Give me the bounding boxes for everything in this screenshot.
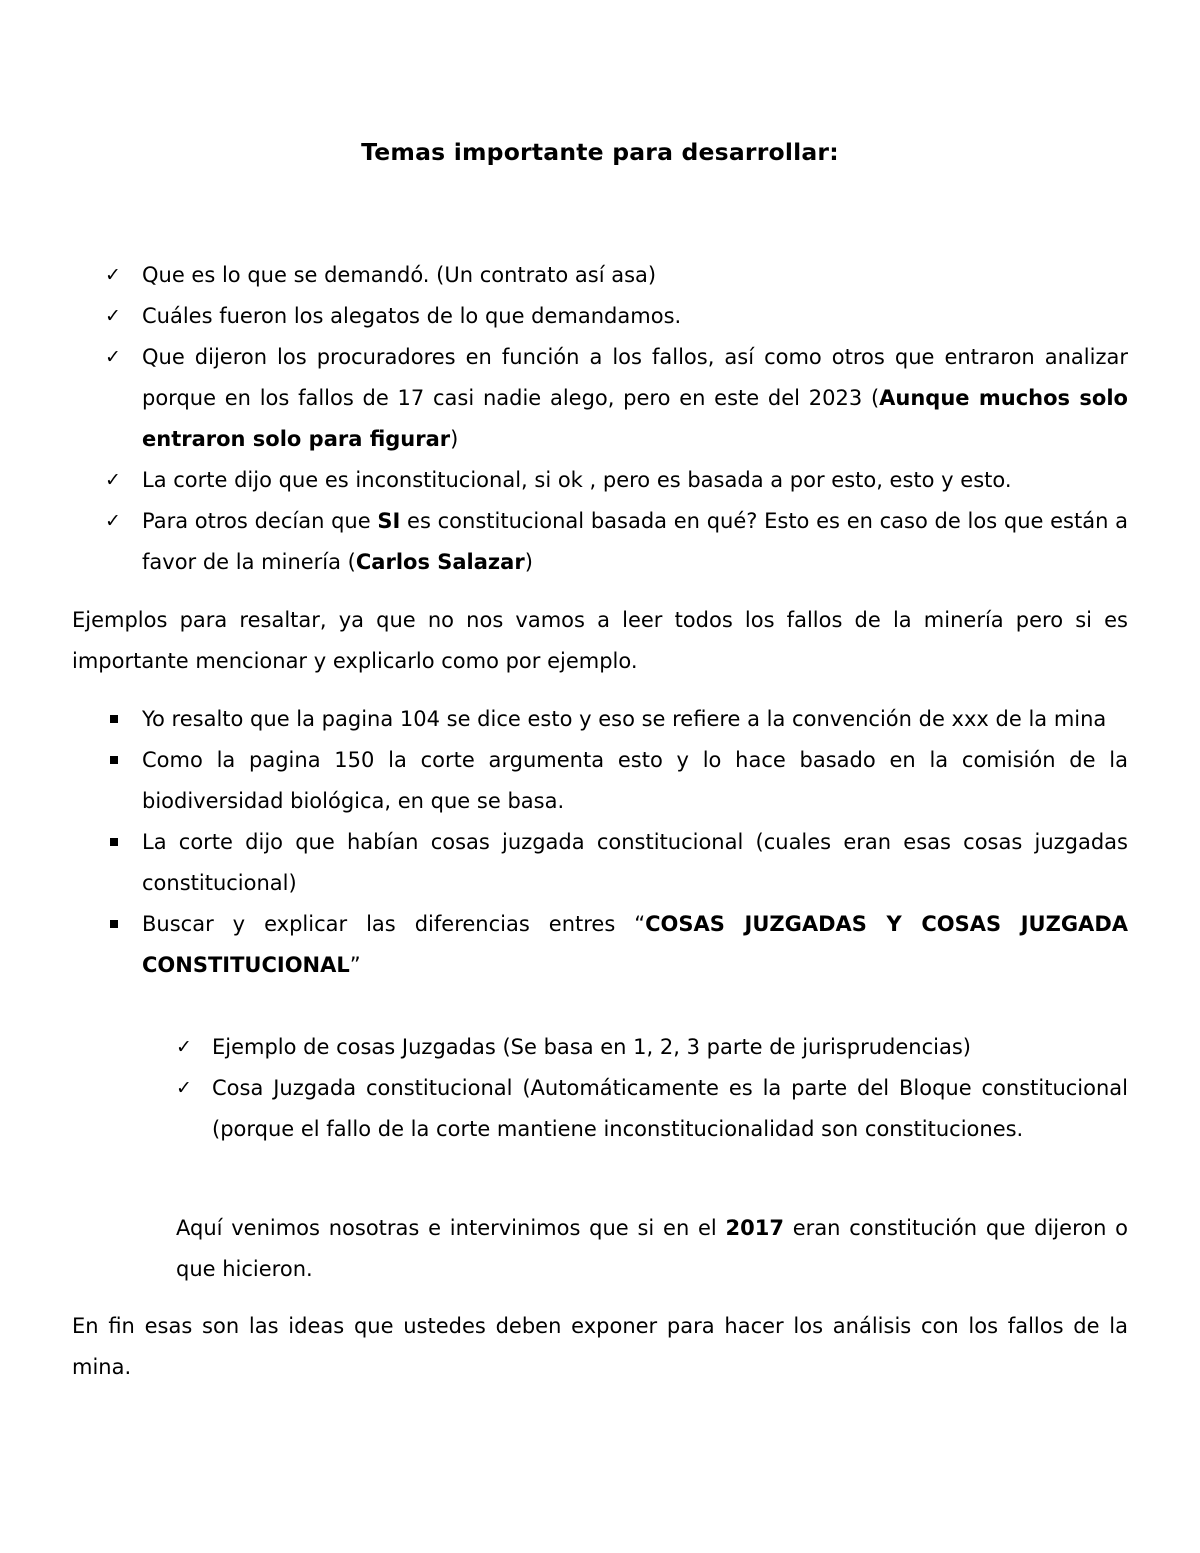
checklist-item [72, 460, 1128, 501]
checklist-item-text: Que dijeron los procuradores en función a los fallos, así como otros que entraron analizar porque en los fallos de 17 casi nadie alego, pero en este del 2023 ( [142, 345, 1128, 410]
topics-checklist [72, 255, 1128, 583]
examples-list [72, 699, 1128, 986]
intervention-paragraph [176, 1208, 1128, 1290]
checklist-item [72, 296, 1128, 337]
checkmark-icon: ✓ [105, 346, 121, 368]
sub-checklist-item [72, 1068, 1128, 1150]
list-item [72, 904, 1128, 986]
intervention-bold: 2017 [725, 1216, 784, 1240]
checklist-item-bold: SI [377, 509, 401, 533]
square-bullet-icon [110, 838, 118, 846]
checkmark-icon: ✓ [105, 264, 121, 286]
page-title: Temas importante para desarrollar: [361, 138, 839, 166]
checklist-item-text: Cuáles fueron los alegatos de lo que demandamos. [142, 304, 682, 328]
list-item-text: ” [349, 953, 361, 977]
sub-checklist-item [72, 1027, 1128, 1068]
checkmark-icon: ✓ [105, 469, 121, 491]
checklist-item [72, 337, 1128, 460]
checkmark-icon: ✓ [176, 1036, 192, 1058]
checklist-item-text: La corte dijo que es inconstitucional, si ok , pero es basada a por esto, esto y esto. [142, 468, 1012, 492]
checkmark-icon: ✓ [105, 510, 121, 532]
list-item-text: Como la pagina 150 la corte argumenta esto y lo hace basado en la comisión de la biodiversidad biológica, en que se basa. [142, 748, 1128, 813]
checklist-item [72, 255, 1128, 296]
sub-checklist-item-text: Ejemplo de cosas Juzgadas (Se basa en 1, 2, 3 parte de jurisprudencias) [212, 1035, 971, 1059]
checkmark-icon: ✓ [105, 305, 121, 327]
checklist-item-text: ) [450, 427, 459, 451]
square-bullet-icon [110, 920, 118, 928]
list-item [72, 699, 1128, 740]
sub-checklist [72, 1027, 1128, 1150]
list-item-text: Buscar y explicar las diferencias entres “ [142, 912, 646, 936]
checklist-item [72, 501, 1128, 583]
list-item [72, 740, 1128, 822]
examples-intro-paragraph: Ejemplos para resaltar, ya que no nos vamos a leer todos los fallos de la minería pero si es importante mencionar y explicarlo como por ejemplo. [72, 608, 1128, 673]
checklist-item-text: es constitucional basada en qué? Esto es en caso de los que están a favor de la minería ( [142, 509, 1128, 574]
checklist-item-text: ) [524, 550, 533, 574]
sub-checklist-item-text: Cosa Juzgada constitucional (Automáticamente es la parte del Bloque constitucional (porque el fallo de la corte mantiene inconstitucionalidad son constituciones. [212, 1076, 1128, 1141]
square-bullet-icon [110, 715, 118, 723]
list-item-bold: COSAS JUZGADAS Y COSAS JUZGADA CONSTITUCIONAL [142, 912, 1128, 977]
checklist-item-bold: Carlos Salazar [355, 550, 525, 574]
checklist-item-text: Para otros decían que [142, 509, 378, 533]
list-item-text: La corte dijo que habían cosas juzgada constitucional (cuales eran esas cosas juzgadas constitucional) [142, 830, 1128, 895]
intervention-text: eran constitución que dijeron o que hicieron. [176, 1216, 1129, 1281]
checklist-item-bold: Aunque muchos solo entraron solo para figurar [142, 386, 1128, 451]
closing-paragraph: En fin esas son las ideas que ustedes deben exponer para hacer los análisis con los fallos de la mina. [72, 1314, 1128, 1379]
list-item [72, 822, 1128, 904]
checklist-item-text: Que es lo que se demandó. (Un contrato así asa) [142, 263, 657, 287]
square-bullet-icon [110, 756, 118, 764]
intervention-text: Aquí venimos nosotras e intervinimos que si en el [176, 1216, 726, 1240]
list-item-text: Yo resalto que la pagina 104 se dice esto y eso se refiere a la convención de xxx de la mina [142, 707, 1107, 731]
checkmark-icon: ✓ [176, 1077, 192, 1099]
